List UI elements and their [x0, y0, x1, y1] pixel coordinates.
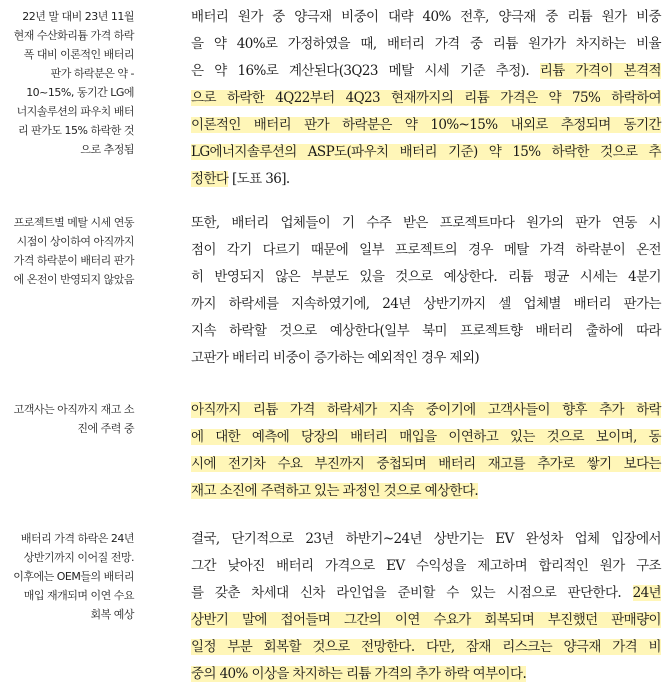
side-note-line: 판가 하락분은 약 - [50, 67, 134, 80]
paragraph-line: 배터리 원가 중 양극재 비중이 대략 40% 전후, 양극재 중 리튬 원가 비중 [191, 9, 661, 25]
side-note-line: 10~15%, 동기간 LG에 [26, 86, 134, 99]
paragraph-line [191, 661, 661, 688]
side-note [4, 529, 134, 624]
side-note [4, 213, 134, 289]
side-note-line: 이후에는 OEM들의 배터리 [13, 570, 134, 583]
side-note-line: 프로젝트별 메탈 시세 연동 [13, 216, 134, 229]
highlight: 으로 하락한 4Q22부터 4Q23 현재까지의 리튬 가격은 약 75% 하락하여 [191, 90, 661, 106]
highlight: 이론적인 배터리 판가 하락분은 약 10%~15% 내외로 추정되며 동기간 [191, 117, 661, 133]
side-note-line: 상반기까지 이어질 전망. [23, 551, 134, 564]
highlight: 중의 40% 이상을 차지하는 리튬 가격의 추가 하락 여부이다. [191, 666, 527, 682]
side-note-line: 진에 주력 중 [77, 422, 134, 435]
paragraph [191, 4, 661, 193]
side-note [4, 7, 134, 159]
paragraph-line [191, 451, 661, 478]
side-note-line: 회복 예상 [90, 608, 134, 621]
paragraph-line [191, 397, 661, 424]
highlight: 24년 [632, 585, 661, 601]
paragraph-line: 을 약 40%로 가정하였을 때, 배터리 가격 중 리튬 원가가 차지하는 비율 [191, 36, 661, 52]
paragraph [191, 526, 661, 688]
paragraph-line: 결국, 단기적으로 23년 하반기~24년 상반기는 EV 완성차 업체 입장에서 [191, 531, 661, 547]
side-note-line: 리 판가도 15% 하락한 것 [18, 124, 134, 137]
paragraph-line [191, 139, 661, 166]
paragraph-line [191, 478, 661, 505]
side-note-line: 에 온전이 반영되지 않았음 [13, 273, 134, 286]
paragraph-line: 은 약 16%로 계산된다(3Q23 메탈 시세 기준 추정). 리튬 가격이 본격적 [191, 63, 661, 79]
side-note-line: 배터리 가격 하락은 24년 [20, 532, 134, 545]
paragraph-line [191, 607, 661, 634]
side-note-line: 가격 하락분이 배터리 판가 [13, 254, 134, 267]
side-note-line: 현재 수산화리튬 가격 하락 [13, 29, 134, 42]
highlight: 아직까지 리튬 가격 하락세가 지속 중이기에 고객사들이 향후 추가 하락 [191, 402, 661, 418]
side-note-line: 고객사는 아직까지 재고 소 [13, 403, 134, 416]
highlight: 일정 부분 회복할 것으로 전망한다. 다만, 잠재 리스크는 양극재 가격 비 [191, 639, 661, 655]
paragraph-line: 고판가 배터리 비중이 증가하는 예외적인 경우 제외) [191, 350, 480, 366]
paragraph-line: 히 반영되지 않은 부분도 있을 것으로 예상한다. 리튬 평균 시세는 4분기 [191, 269, 661, 285]
paragraph-line: 까지 하락세를 지속하였기에, 24년 상반기까지 셀 업체별 배터리 판가는 [191, 296, 661, 312]
highlight: 시에 전기차 수요 부진까지 중첩되며 배터리 재고를 추가로 쌓기 보다는 [191, 456, 661, 472]
paragraph-line: 또한, 배터리 업체들이 기 수주 받은 프로젝트마다 원가의 판가 연동 시 [191, 215, 661, 231]
side-note-line: 너지솔루션의 파우치 배터 [16, 105, 134, 118]
highlight: 상반기 말에 접어들며 그간의 이연 수요가 회복되며 부진했던 판매량이 [191, 612, 661, 628]
side-note-line: 폭 대비 이론적인 배터리 [23, 48, 134, 61]
side-note-line: 으로 추정됨 [80, 143, 134, 156]
paragraph [191, 210, 661, 372]
paragraph-line [191, 85, 661, 112]
highlight: 정한다 [191, 171, 229, 187]
paragraph-line: 를 갖춘 차세대 신차 라인업을 준비할 수 있는 시점으로 판단한다. 24년 [191, 585, 661, 601]
highlight: LG에너지솔루션의 ASP도(파우치 배터리 기준) 약 15% 하락한 것으로 추 [191, 144, 661, 160]
side-note [4, 400, 134, 438]
paragraph [191, 397, 661, 505]
highlight: 리튬 가격이 본격적 [539, 63, 661, 79]
side-note-line: 시점이 상이하여 아직까지 [16, 235, 134, 248]
side-note-line: 매입 재개되며 이연 수요 [23, 589, 134, 602]
paragraph-line [191, 424, 661, 451]
highlight: 에 대한 예측에 당장의 배터리 매입을 이연하고 있는 것으로 보이며, 동 [191, 429, 661, 445]
paragraph-line: 지속 하락할 것으로 예상한다(일부 북미 프로젝트향 배터리 출하에 따라 [191, 323, 661, 339]
paragraph-line: 정한다 [도표 36]. [191, 171, 290, 187]
paragraph-line: 그간 낮아진 배터리 가격으로 EV 수익성을 제고하며 합리적인 원가 구조 [191, 558, 661, 574]
paragraph-line [191, 112, 661, 139]
paragraph-line: 점이 각기 다르기 때문에 일부 프로젝트의 경우 메탈 가격 하락분이 온전 [191, 242, 661, 258]
paragraph-line [191, 634, 661, 661]
side-note-line: 22년 말 대비 23년 11월 [22, 10, 134, 23]
highlight: 재고 소진에 주력하고 있는 과정인 것으로 예상한다. [191, 483, 479, 499]
